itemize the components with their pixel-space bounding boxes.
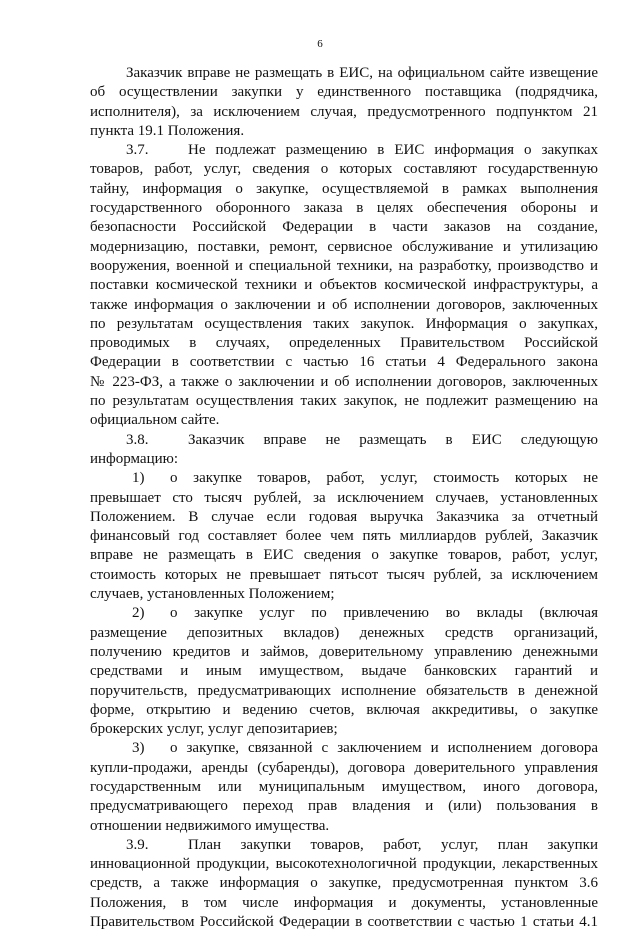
text-line	[90, 720, 598, 739]
text-line	[90, 238, 598, 257]
line-text: Правительством Российской Федерации в соответствии с частью 1 статьи 4.1	[90, 914, 598, 931]
text-line	[90, 778, 598, 797]
line-text: превышает сто тысяч рублей, за исключением случаев, установленных	[90, 489, 598, 506]
text-line	[90, 373, 598, 392]
text-line	[90, 431, 598, 450]
text-line	[90, 527, 598, 546]
line-text: государственным или муниципальным имуществом, иного договора,	[90, 778, 598, 795]
text-line	[90, 759, 598, 778]
line-text: по результатам осуществления таких закупок, не подлежит размещению на	[90, 393, 598, 410]
text-line	[90, 566, 598, 585]
line-text: финансовый год составляет более чем пять миллиардов рублей, Заказчик	[90, 528, 598, 545]
clause-number: 2)	[132, 605, 145, 622]
line-text: Заказчик вправе не размещать в ЕИС, на официальном сайте извещение	[126, 65, 598, 81]
line-text: случаев, установленных Положением;	[90, 586, 335, 603]
line-text: также информация о заключении и об исполнении договоров, заключенных	[90, 296, 598, 313]
line-text: поручительств, предусматривающих исполнение обязательств в денежной	[90, 682, 598, 699]
line-text: о закупке услуг по привлечению во вклады (включая	[170, 605, 598, 622]
line-text: стоимость которых не превышает пятьсот тысяч рублей, за исключением	[90, 566, 598, 583]
text-line	[90, 682, 598, 701]
text-line	[90, 257, 598, 276]
text-line	[90, 83, 598, 102]
text-line	[90, 739, 598, 758]
line-text: План закупки товаров, работ, услуг, план закупки	[188, 836, 598, 853]
text-line	[90, 662, 598, 681]
line-text: Положением. В случае если годовая выручка Заказчика за отчетный	[90, 508, 598, 525]
line-text: Положения, в том числе информация и документы, установленные	[90, 894, 598, 911]
document-body	[90, 64, 598, 932]
line-text: товаров, работ, услуг, сведения о которых составляют государственную	[90, 161, 598, 178]
clause-number: 3)	[132, 740, 145, 757]
line-text: вооружения, военной и специальной техники, на разработку, производство и	[90, 257, 598, 274]
text-line	[90, 64, 598, 83]
text-line	[90, 276, 598, 295]
line-text: форме, открытию и ведению счетов, включая аккредитивы, о закупке	[90, 701, 598, 718]
text-line	[90, 913, 598, 932]
text-line	[90, 489, 598, 508]
line-text: отношении недвижимого имущества.	[90, 817, 330, 834]
text-line	[90, 797, 598, 816]
line-text: об осуществлении закупки у единственного поставщика (подрядчика,	[90, 84, 598, 101]
clause-number: 3.9.	[126, 836, 149, 853]
line-text: предусматривающего переход прав владения и (или) пользования в	[90, 798, 598, 815]
text-line	[90, 585, 598, 604]
text-line	[90, 411, 598, 430]
text-line	[90, 624, 598, 643]
line-text: купли-продажи, аренды (субаренды), договора доверительного управления	[90, 759, 598, 776]
line-text: поставки космической техники и объектов космической инфраструктуры, а	[90, 277, 598, 294]
text-line	[90, 103, 598, 122]
text-line	[90, 353, 598, 372]
text-line	[90, 450, 598, 469]
text-line	[90, 701, 598, 720]
line-text: Не подлежат размещению в ЕИС информация о закупках	[188, 142, 598, 159]
text-line	[90, 160, 598, 179]
line-text: Федерации в соответствии с частью 16 статьи 4 Федерального закона	[90, 354, 598, 371]
text-line	[90, 141, 598, 160]
line-text: размещение депозитных вкладов) денежных средств организаций,	[90, 624, 598, 641]
line-text: брокерских услуг, услуг депозитариев;	[90, 721, 338, 738]
text-line	[90, 855, 598, 874]
text-line	[90, 122, 598, 141]
text-line	[90, 199, 598, 218]
line-text: о закупке товаров, работ, услуг, стоимость которых не	[170, 470, 598, 487]
text-line	[90, 180, 598, 199]
clause-number: 3.7.	[126, 142, 149, 159]
line-text: безопасности Российской Федерации в части заказов на создание,	[90, 219, 598, 236]
text-line	[90, 874, 598, 893]
line-text: официальном сайте.	[90, 412, 220, 429]
line-text: инновационной продукции, высокотехнологичной продукции, лекарственных	[90, 856, 598, 873]
text-line	[90, 392, 598, 411]
line-text: пункта 19.1 Положения.	[90, 122, 245, 139]
text-line	[90, 218, 598, 237]
text-line	[90, 817, 598, 836]
line-text: исполнителя), за исключением случая, предусмотренного подпунктом 21	[90, 103, 598, 120]
line-text: информацию:	[90, 450, 179, 467]
text-line	[90, 334, 598, 353]
line-text: получению кредитов и займов, доверительному управлению денежными	[90, 643, 598, 660]
text-line	[90, 296, 598, 315]
line-text: вправе не размещать в ЕИС сведения о закупке товаров, работ, услуг,	[90, 547, 598, 564]
line-text: № 223-ФЗ, а также о заключении и об исполнении договоров, заключенных	[90, 373, 598, 390]
text-line	[90, 546, 598, 565]
line-text: модернизацию, поставки, ремонт, сервисное обслуживание и утилизацию	[90, 238, 598, 255]
clause-number: 1)	[132, 470, 145, 487]
text-line	[90, 508, 598, 527]
line-text: средств, а также информация о закупке, предусмотренная пунктом 3.6	[90, 875, 598, 892]
text-line	[90, 604, 598, 623]
text-line	[90, 894, 598, 913]
line-text: по результатам осуществления таких закупок. Информация о закупках,	[90, 315, 598, 332]
text-line	[90, 315, 598, 334]
line-text: государственного оборонного заказа в целях обеспечения обороны и	[90, 200, 598, 217]
text-line	[90, 643, 598, 662]
line-text: о закупке, связанной с заключением и исполнением договора	[170, 740, 598, 757]
line-text: средствами и иным имуществом, выдаче банковских гарантий и	[90, 663, 598, 680]
line-text: Заказчик вправе не размещать в ЕИС следующую	[188, 431, 598, 448]
clause-number: 3.8.	[126, 431, 149, 448]
text-line	[90, 836, 598, 855]
line-text: тайну, информация о закупке, осуществляемой в рамках выполнения	[90, 180, 598, 197]
page-number: 6	[317, 38, 323, 50]
text-line	[90, 469, 598, 488]
line-text: проводимых в случаях, определенных Правительством Российской	[90, 335, 598, 352]
